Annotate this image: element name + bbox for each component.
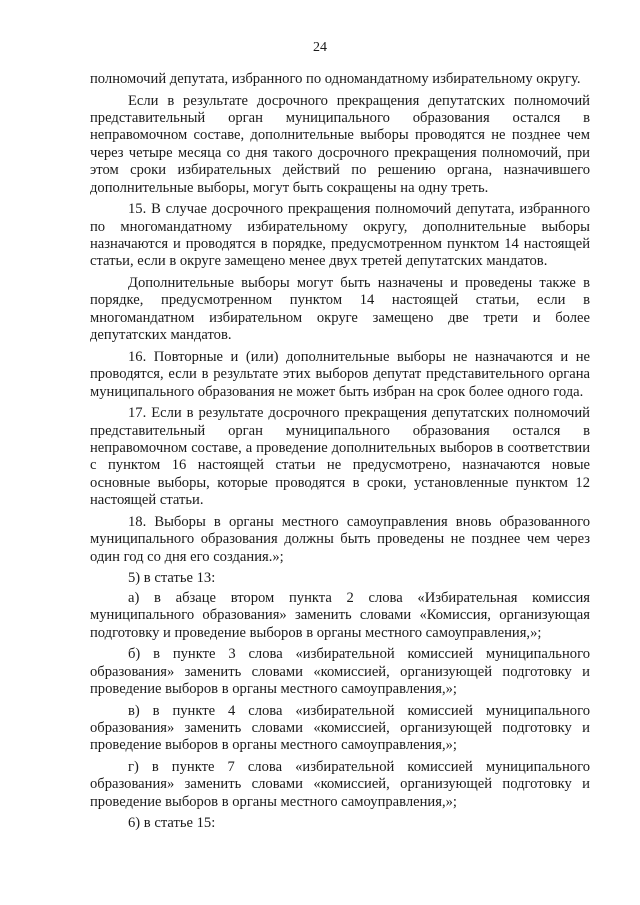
paragraph-continuation: полномочий депутата, избранного по одномандатному избирательному округу. xyxy=(90,71,581,87)
paragraph-13-v: в) в пункте 4 слова «избирательной комиссией муниципального образования» заменить словами «комиссией, организующей подготовку и проведение выборов в органы местного самоуправления,»; xyxy=(90,702,590,754)
paragraph-15: 15. В случае досрочного прекращения полномочий депутата, избранного по многомандатному избирательному округу, дополнительные выборы назначаются и проводятся в порядке, предусмотренном пунктом 14 настоящей статьи, если в округе замещено менее двух третей депутатских мандатов. xyxy=(90,201,590,270)
document-body xyxy=(90,71,590,835)
paragraph-18: 18. Выборы в органы местного самоуправления вновь образованного муниципального образования должны быть проведены не позднее чем через один год со дня его создания.»; xyxy=(90,513,590,565)
paragraph-13-g: г) в пункте 7 слова «избирательной комиссией муниципального образования» заменить словами «комиссией, организующей подготовку и проведение выборов в органы местного самоуправления,»; xyxy=(90,758,590,810)
paragraph-13-b: б) в пункте 3 слова «избирательной комиссией муниципального образования» заменить словами «комиссией, организующей подготовку и проведение выборов в органы местного самоуправления,»; xyxy=(90,646,590,697)
paragraph-early-termination: Если в результате досрочного прекращения депутатских полномочий представительный орган муниципального образования остался в неправомочном составе, дополнительные выборы проводятся не позднее чем через четыре месяца со дня такого досрочного прекращения полномочий, при этом сроки избирательных действий по решению органа, назначившего дополнительные выборы, могут быть сокращены на одну треть. xyxy=(90,92,590,196)
paragraph-13-a: а) в абзаце втором пункта 2 слова «Избирательная комиссия муниципального образования» заменить словами «Комиссия, организующая подготовку и проведение выборов в органы местного самоуправления,»; xyxy=(90,589,590,641)
paragraph-15-additional: Дополнительные выборы могут быть назначены и проведены также в порядке, предусмотренном пунктом 14 настоящей статьи, если в многомандатном избирательном округе замещено две трети и более депутатских мандатов. xyxy=(90,275,590,344)
paragraph-article-15: 6) в статье 15: xyxy=(128,815,216,832)
paragraph-17: 17. Если в результате досрочного прекращения депутатских полномочий представительный орган муниципального образования остался в неправомочном составе, а проведение дополнительных выборов в соответствии с пунктом 16 настоящей статьи не предусмотрено, назначаются новые основные выборы, которые проводятся в сроки, установленные пунктом 12 настоящей статьи. xyxy=(90,405,590,509)
paragraph-article-13: 5) в статье 13: xyxy=(128,570,216,587)
page-number: 24 xyxy=(313,40,327,55)
paragraph-16: 16. Повторные и (или) дополнительные выборы не назначаются и не проводятся, если в результате этих выборов депутат представительного органа муниципального образования не может быть избран на срок более одного года. xyxy=(90,348,590,400)
